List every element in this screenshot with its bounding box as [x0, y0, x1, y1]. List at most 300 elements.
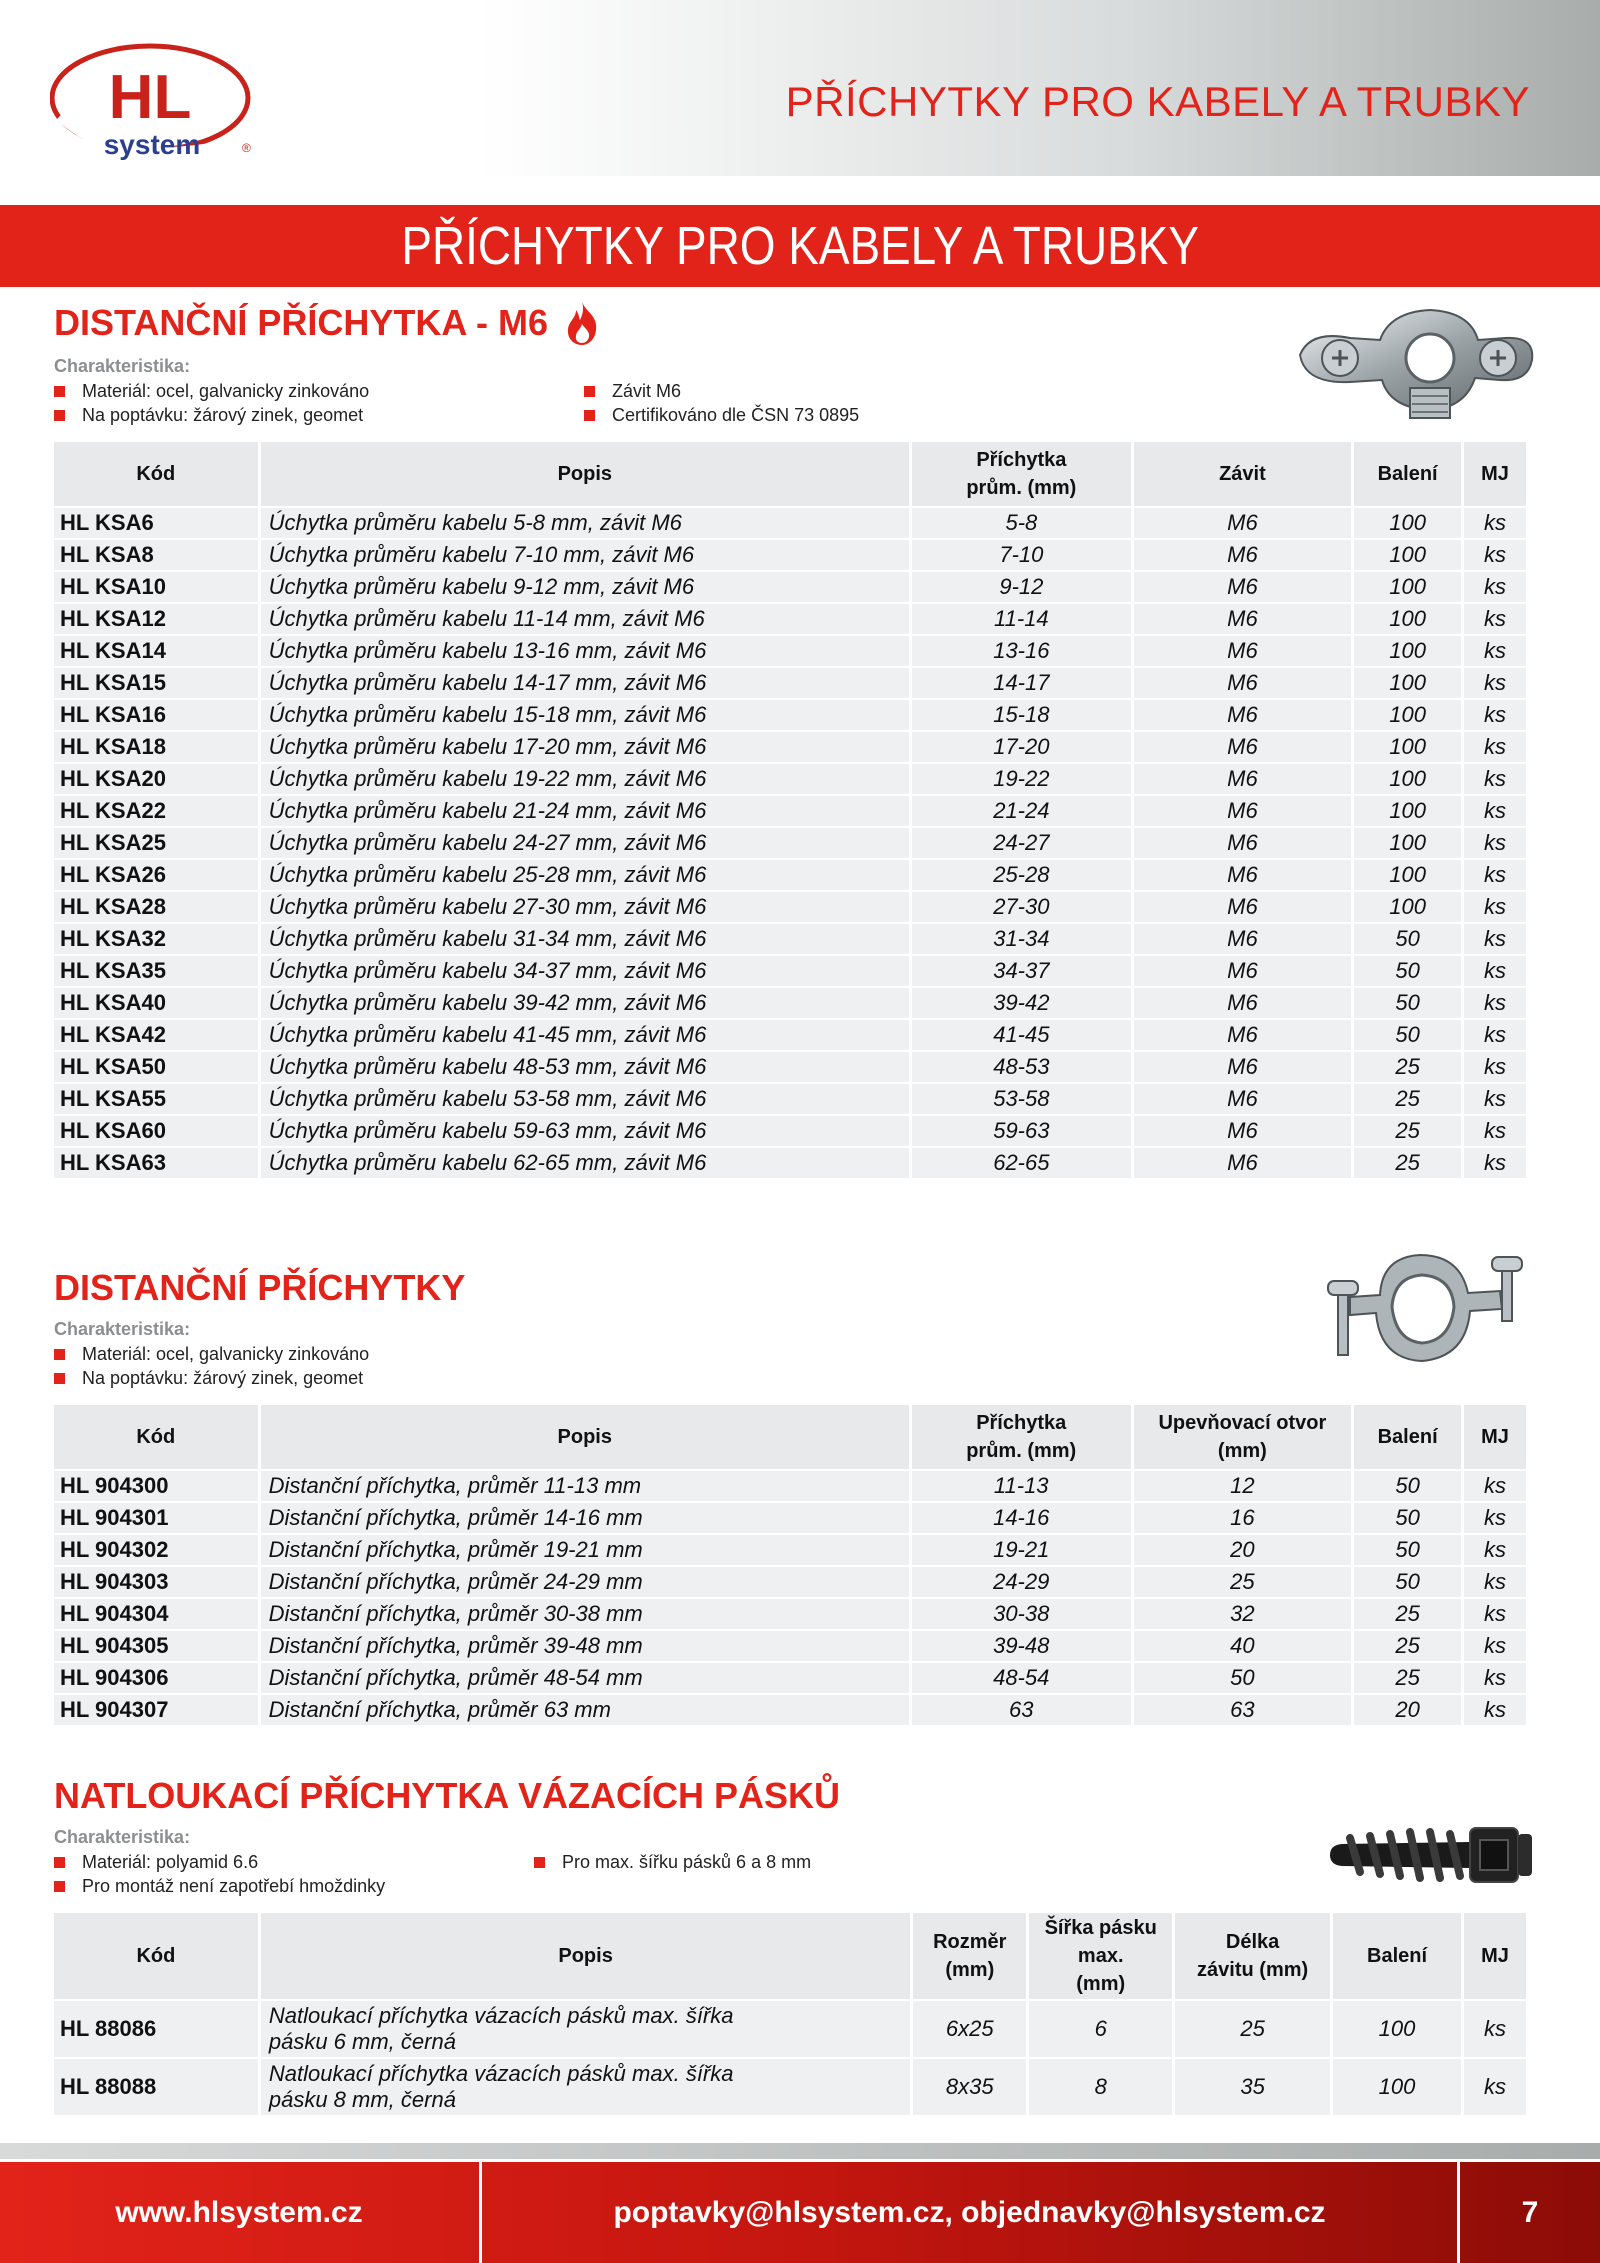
cell-description: Úchytka průměru kabelu 19-22 mm, závit M6: [261, 764, 909, 794]
cell-package: 100: [1354, 604, 1461, 634]
cell-mount-hole: 40: [1134, 1631, 1352, 1661]
cell-thread: M6: [1134, 956, 1352, 986]
cell-description: Úchytka průměru kabelu 5-8 mm, závit M6: [261, 508, 909, 538]
cell-description: [261, 2001, 910, 2057]
cell-description: Distanční příchytka, průměr 48-54 mm: [261, 1663, 909, 1693]
cell-package: 50: [1354, 1567, 1461, 1597]
cell-description: Úchytka průměru kabelu 31-34 mm, závit M6: [261, 924, 909, 954]
table-row: [54, 1567, 1526, 1597]
cell-package: 100: [1354, 860, 1461, 890]
cell-package: 100: [1354, 540, 1461, 570]
cell-unit: ks: [1464, 1084, 1526, 1114]
col-header-size-l1: Rozměr: [933, 1931, 1007, 1953]
cell-code: HL 904305: [54, 1631, 258, 1661]
cell-diameter: 39-48: [912, 1631, 1131, 1661]
col-header-code: Kód: [54, 1405, 258, 1469]
cell-code: HL KSA15: [54, 668, 258, 698]
cell-strap-width: 6: [1029, 2001, 1172, 2057]
col-header-diameter-l2: prům. (mm): [966, 477, 1077, 499]
footer-website-link[interactable]: www.hlsystem.cz: [115, 2196, 363, 2229]
cell-mount-hole: 32: [1134, 1599, 1352, 1629]
cell-description: Úchytka průměru kabelu 34-37 mm, závit M6: [261, 956, 909, 986]
cell-diameter: 27-30: [912, 892, 1131, 922]
col-header-size-l2: (mm): [945, 1959, 995, 1981]
section-natloukaci-prichytka: [54, 1775, 1532, 2117]
cell-code: HL 904304: [54, 1599, 258, 1629]
table-row: [54, 1471, 1526, 1501]
cell-package: 100: [1354, 828, 1461, 858]
cell-mount-hole: 12: [1134, 1471, 1352, 1501]
col-header-diameter: [912, 1405, 1131, 1469]
cell-code: HL KSA14: [54, 636, 258, 666]
col-header-code: Kód: [54, 1913, 258, 1999]
cell-unit: ks: [1464, 828, 1526, 858]
col-header-strap-width: [1029, 1913, 1172, 1999]
table-row: [54, 924, 1526, 954]
cell-description: Úchytka průměru kabelu 53-58 mm, závit M6: [261, 1084, 909, 1114]
cell-diameter: 48-54: [912, 1663, 1131, 1693]
cell-code: HL KSA35: [54, 956, 258, 986]
cell-description: Úchytka průměru kabelu 11-14 mm, závit M6: [261, 604, 909, 634]
cell-thread: M6: [1134, 988, 1352, 1018]
cell-code: HL 904306: [54, 1663, 258, 1693]
col-header-size: [913, 1913, 1026, 1999]
table-row: [54, 2059, 1526, 2115]
cell-diameter: 24-27: [912, 828, 1131, 858]
cell-unit: ks: [1464, 572, 1526, 602]
col-header-thread-length-l2: závitu (mm): [1197, 1959, 1309, 1981]
cell-description: Úchytka průměru kabelu 48-53 mm, závit M6: [261, 1052, 909, 1082]
cell-unit: ks: [1464, 668, 1526, 698]
table-row: [54, 860, 1526, 890]
cell-description: Úchytka průměru kabelu 62-65 mm, závit M6: [261, 1148, 909, 1178]
col-header-description: Popis: [261, 1913, 910, 1999]
cell-size: 8x35: [913, 2059, 1026, 2115]
cell-unit: ks: [1464, 1663, 1526, 1693]
cell-unit: ks: [1464, 796, 1526, 826]
cell-package: 50: [1354, 988, 1461, 1018]
cell-mount-hole: 16: [1134, 1503, 1352, 1533]
cell-code: HL 904303: [54, 1567, 258, 1597]
cell-description-line: pásku 6 mm, černá: [268, 2029, 456, 2054]
bullet-item: Materiál: ocel, galvanicky zinkováno: [54, 381, 584, 402]
cell-package: 25: [1354, 1084, 1461, 1114]
page-footer: [0, 2162, 1600, 2263]
col-header-thread-length-l1: Délka: [1225, 1931, 1280, 1953]
cell-diameter: 9-12: [912, 572, 1131, 602]
col-header-mount-hole-l1: Upevňovací otvor: [1158, 1412, 1327, 1434]
cell-code: HL 904307: [54, 1695, 258, 1725]
table-row: [54, 668, 1526, 698]
page-number: 7: [1521, 2196, 1539, 2229]
table-row: [54, 636, 1526, 666]
cell-thread: M6: [1134, 636, 1352, 666]
col-header-package: Balení: [1333, 1913, 1461, 1999]
cell-diameter: 14-16: [912, 1503, 1131, 1533]
bullet-item: Na poptávku: žárový zinek, geomet: [54, 1368, 654, 1389]
cell-diameter: 11-13: [912, 1471, 1131, 1501]
cell-thread: M6: [1134, 764, 1352, 794]
table-row: [54, 1148, 1526, 1178]
bullet-item: Pro montáž není zapotřebí hmoždinky: [54, 1876, 534, 1897]
cell-package: 100: [1354, 668, 1461, 698]
cell-diameter: 30-38: [912, 1599, 1131, 1629]
table-header-row: [54, 442, 1526, 506]
col-header-unit: MJ: [1464, 1913, 1526, 1999]
cell-diameter: 19-21: [912, 1535, 1131, 1565]
cell-thread: M6: [1134, 796, 1352, 826]
cell-package: 100: [1354, 572, 1461, 602]
cell-diameter: 13-16: [912, 636, 1131, 666]
cell-code: HL KSA40: [54, 988, 258, 1018]
product-table-ksa: [51, 440, 1529, 1180]
logo-registered-mark: ®: [242, 141, 251, 155]
table-row: [54, 956, 1526, 986]
cell-unit: ks: [1464, 1471, 1526, 1501]
cell-unit: ks: [1464, 540, 1526, 570]
table-row: [54, 1503, 1526, 1533]
col-header-unit: MJ: [1464, 442, 1526, 506]
bullet-item: Závit M6: [584, 381, 984, 402]
cell-package: 25: [1354, 1631, 1461, 1661]
table-header-row: [54, 1913, 1526, 1999]
cell-code: HL KSA20: [54, 764, 258, 794]
cell-description-line: Natloukací příchytka vázacích pásků max. šířka: [268, 2061, 734, 2086]
col-header-description: Popis: [261, 442, 909, 506]
cell-diameter: 21-24: [912, 796, 1131, 826]
table-row: [54, 764, 1526, 794]
cell-diameter: 17-20: [912, 732, 1131, 762]
table-row: [54, 540, 1526, 570]
cell-description: Úchytka průměru kabelu 17-20 mm, závit M6: [261, 732, 909, 762]
cell-unit: ks: [1464, 2001, 1526, 2057]
cell-code: HL KSA12: [54, 604, 258, 634]
bullet-item: Certifikováno dle ČSN 73 0895: [584, 405, 984, 426]
col-header-diameter-l1: Příchytka: [976, 1412, 1067, 1434]
table-row: [54, 796, 1526, 826]
table-row: [54, 988, 1526, 1018]
cell-description: [261, 2059, 910, 2115]
table-row: [54, 700, 1526, 730]
cell-description: Úchytka průměru kabelu 21-24 mm, závit M6: [261, 796, 909, 826]
section-distancni-prichytky: [54, 1267, 1532, 1727]
cell-thread: M6: [1134, 860, 1352, 890]
cell-diameter: 25-28: [912, 860, 1131, 890]
section-distancni-prichytka-m6: [54, 300, 1532, 1180]
flame-icon: [564, 300, 600, 346]
cell-package: 50: [1354, 924, 1461, 954]
cell-unit: ks: [1464, 1148, 1526, 1178]
table-row: [54, 1695, 1526, 1725]
cell-diameter: 5-8: [912, 508, 1131, 538]
cell-description: Úchytka průměru kabelu 13-16 mm, závit M6: [261, 636, 909, 666]
col-header-thread-length: [1175, 1913, 1330, 1999]
cell-code: HL 904300: [54, 1471, 258, 1501]
cell-diameter: 59-63: [912, 1116, 1131, 1146]
cell-unit: ks: [1464, 924, 1526, 954]
cell-description: Úchytka průměru kabelu 14-17 mm, závit M6: [261, 668, 909, 698]
cell-thread: M6: [1134, 1020, 1352, 1050]
logo-main-text: HL: [108, 63, 192, 132]
cell-unit: ks: [1464, 636, 1526, 666]
table-row: [54, 572, 1526, 602]
cell-package: 50: [1354, 1503, 1461, 1533]
col-header-code: Kód: [54, 442, 258, 506]
cell-diameter: 7-10: [912, 540, 1131, 570]
cell-unit: ks: [1464, 700, 1526, 730]
table-row: [54, 1084, 1526, 1114]
cell-package: 50: [1354, 956, 1461, 986]
cell-mount-hole: 63: [1134, 1695, 1352, 1725]
cell-code: HL KSA32: [54, 924, 258, 954]
cell-diameter: 34-37: [912, 956, 1131, 986]
header-title: PŘÍCHYTKY PRO KABELY A TRUBKY: [785, 78, 1530, 125]
table-row: [54, 508, 1526, 538]
cell-thread: M6: [1134, 1052, 1352, 1082]
section-title-text: NATLOUKACÍ PŘÍCHYTKA VÁZACÍCH PÁSKŮ: [54, 1775, 840, 1816]
cell-description: Distanční příchytka, průměr 11-13 mm: [261, 1471, 909, 1501]
product-table-88: [51, 1911, 1529, 2117]
cell-package: 50: [1354, 1471, 1461, 1501]
cell-package: 100: [1354, 892, 1461, 922]
banner: [0, 205, 1600, 287]
table-header-row: [54, 1405, 1526, 1469]
cell-code: HL KSA8: [54, 540, 258, 570]
cell-description: Úchytka průměru kabelu 15-18 mm, závit M6: [261, 700, 909, 730]
cell-unit: ks: [1464, 604, 1526, 634]
cell-code: HL 88088: [54, 2059, 258, 2115]
table-row: [54, 2001, 1526, 2057]
cell-thread: M6: [1134, 572, 1352, 602]
cell-diameter: 63: [912, 1695, 1131, 1725]
cell-code: HL KSA10: [54, 572, 258, 602]
cell-code: HL KSA26: [54, 860, 258, 890]
cell-thread: M6: [1134, 1148, 1352, 1178]
section-title-text: DISTANČNÍ PŘÍCHYTKY: [54, 1267, 466, 1308]
cell-thread: M6: [1134, 1116, 1352, 1146]
table-row: [54, 732, 1526, 762]
col-header-diameter: [912, 442, 1131, 506]
cell-thread: M6: [1134, 892, 1352, 922]
hl-system-logo: [50, 36, 260, 166]
spacer-clamp-image: [1310, 1237, 1540, 1377]
cell-diameter: 14-17: [912, 668, 1131, 698]
cell-diameter: 62-65: [912, 1148, 1131, 1178]
product-table-904: [51, 1403, 1529, 1727]
cell-package: 100: [1354, 764, 1461, 794]
cell-diameter: 11-14: [912, 604, 1131, 634]
cell-unit: ks: [1464, 1631, 1526, 1661]
cell-description: Úchytka průměru kabelu 41-45 mm, závit M6: [261, 1020, 909, 1050]
table-row: [54, 1116, 1526, 1146]
table-row: [54, 892, 1526, 922]
cell-description-line: Natloukací příchytka vázacích pásků max. šířka: [268, 2003, 734, 2028]
cell-diameter: 31-34: [912, 924, 1131, 954]
col-header-package: Balení: [1354, 442, 1461, 506]
table-body: [54, 2001, 1526, 2115]
cell-thread: M6: [1134, 604, 1352, 634]
hammer-in-tie-mount-image: [1320, 1820, 1540, 1890]
cell-description: Úchytka průměru kabelu 7-10 mm, závit M6: [261, 540, 909, 570]
cell-package: 25: [1354, 1052, 1461, 1082]
section-title: [54, 1775, 1532, 1817]
cell-unit: ks: [1464, 1599, 1526, 1629]
bullet-item: Na poptávku: žárový zinek, geomet: [54, 405, 584, 426]
cell-package: 25: [1354, 1599, 1461, 1629]
cell-diameter: 24-29: [912, 1567, 1131, 1597]
cell-code: HL KSA6: [54, 508, 258, 538]
ksa-clamp-image: [1290, 300, 1540, 430]
cell-thread: M6: [1134, 668, 1352, 698]
table-row: [54, 1020, 1526, 1050]
col-header-diameter-l1: Příchytka: [976, 449, 1067, 471]
cell-description: Distanční příchytka, průměr 63 mm: [261, 1695, 909, 1725]
table-row: [54, 1052, 1526, 1082]
cell-package: 25: [1354, 1116, 1461, 1146]
cell-unit: ks: [1464, 892, 1526, 922]
cell-package: 100: [1354, 508, 1461, 538]
cell-description: Úchytka průměru kabelu 24-27 mm, závit M6: [261, 828, 909, 858]
cell-package: 100: [1354, 700, 1461, 730]
cell-unit: ks: [1464, 956, 1526, 986]
cell-code: HL KSA28: [54, 892, 258, 922]
cell-unit: ks: [1464, 1535, 1526, 1565]
col-header-strap-width-l2: (mm): [1076, 1973, 1126, 1995]
cell-description: Distanční příchytka, průměr 19-21 mm: [261, 1535, 909, 1565]
cell-package: 25: [1354, 1663, 1461, 1693]
banner-title: PŘÍCHYTKY PRO KABELY A TRUBKY: [401, 216, 1199, 276]
cell-unit: ks: [1464, 988, 1526, 1018]
table-row: [54, 1631, 1526, 1661]
cell-thread: M6: [1134, 924, 1352, 954]
cell-code: HL KSA42: [54, 1020, 258, 1050]
cell-package: 100: [1333, 2059, 1461, 2115]
characteristics-label: Charakteristika:: [54, 1319, 191, 1339]
cell-description: Distanční příchytka, průměr 39-48 mm: [261, 1631, 909, 1661]
characteristics-label: Charakteristika:: [54, 356, 191, 376]
cell-package: 100: [1354, 796, 1461, 826]
table-row: [54, 828, 1526, 858]
cell-unit: ks: [1464, 1020, 1526, 1050]
cell-code: HL KSA60: [54, 1116, 258, 1146]
characteristics-list: [54, 1852, 1532, 1897]
col-header-package: Balení: [1354, 1405, 1461, 1469]
cell-package: 100: [1333, 2001, 1461, 2057]
cell-code: HL KSA63: [54, 1148, 258, 1178]
cell-unit: ks: [1464, 508, 1526, 538]
cell-code: HL KSA22: [54, 796, 258, 826]
bullet-item: Materiál: ocel, galvanicky zinkováno: [54, 1344, 654, 1365]
cell-description: Distanční příchytka, průměr 30-38 mm: [261, 1599, 909, 1629]
cell-code: HL 904302: [54, 1535, 258, 1565]
cell-code: HL 88086: [54, 2001, 258, 2057]
section-title-text: DISTANČNÍ PŘÍCHYTKA - M6: [54, 302, 548, 343]
cell-description: Distanční příchytka, průměr 24-29 mm: [261, 1567, 909, 1597]
cell-code: HL KSA25: [54, 828, 258, 858]
cell-strap-width: 8: [1029, 2059, 1172, 2115]
footer-divider: [0, 2143, 1600, 2159]
cell-code: HL KSA50: [54, 1052, 258, 1082]
cell-unit: ks: [1464, 764, 1526, 794]
col-header-strap-width-l1: Šířka pásku max.: [1044, 1917, 1157, 1967]
cell-diameter: 41-45: [912, 1020, 1131, 1050]
cell-diameter: 53-58: [912, 1084, 1131, 1114]
cell-thread: M6: [1134, 732, 1352, 762]
cell-code: HL 904301: [54, 1503, 258, 1533]
table-row: [54, 1535, 1526, 1565]
footer-email-link[interactable]: poptavky@hlsystem.cz, objednavky@hlsystem.cz: [613, 2196, 1326, 2229]
cell-unit: ks: [1464, 1503, 1526, 1533]
cell-unit: ks: [1464, 1052, 1526, 1082]
cell-diameter: 19-22: [912, 764, 1131, 794]
cell-description: Úchytka průměru kabelu 9-12 mm, závit M6: [261, 572, 909, 602]
cell-diameter: 48-53: [912, 1052, 1131, 1082]
cell-unit: ks: [1464, 860, 1526, 890]
cell-code: HL KSA18: [54, 732, 258, 762]
cell-diameter: 15-18: [912, 700, 1131, 730]
cell-package: 100: [1354, 732, 1461, 762]
cell-thread: M6: [1134, 828, 1352, 858]
cell-size: 6x25: [913, 2001, 1026, 2057]
col-header-thread: Závit: [1134, 442, 1352, 506]
cell-diameter: 39-42: [912, 988, 1131, 1018]
cell-code: HL KSA55: [54, 1084, 258, 1114]
table-body: [54, 1471, 1526, 1725]
cell-thread-length: 25: [1175, 2001, 1330, 2057]
logo-sub-text: system: [103, 129, 201, 160]
cell-unit: ks: [1464, 732, 1526, 762]
col-header-unit: MJ: [1464, 1405, 1526, 1469]
table-body: [54, 508, 1526, 1178]
cell-mount-hole: 20: [1134, 1535, 1352, 1565]
cell-unit: ks: [1464, 2059, 1526, 2115]
table-row: [54, 1663, 1526, 1693]
cell-package: 25: [1354, 1148, 1461, 1178]
cell-description-line: pásku 8 mm, černá: [268, 2087, 456, 2112]
col-header-mount-hole: [1134, 1405, 1352, 1469]
col-header-description: Popis: [261, 1405, 909, 1469]
cell-unit: ks: [1464, 1695, 1526, 1725]
cell-package: 50: [1354, 1020, 1461, 1050]
cell-package: 20: [1354, 1695, 1461, 1725]
cell-thread: M6: [1134, 1084, 1352, 1114]
cell-code: HL KSA16: [54, 700, 258, 730]
cell-thread-length: 35: [1175, 2059, 1330, 2115]
col-header-diameter-l2: prům. (mm): [966, 1440, 1077, 1462]
cell-mount-hole: 50: [1134, 1663, 1352, 1693]
cell-description: Úchytka průměru kabelu 39-42 mm, závit M6: [261, 988, 909, 1018]
cell-unit: ks: [1464, 1567, 1526, 1597]
cell-package: 50: [1354, 1535, 1461, 1565]
cell-thread: M6: [1134, 700, 1352, 730]
col-header-mount-hole-l2: (mm): [1217, 1440, 1267, 1462]
table-row: [54, 604, 1526, 634]
cell-description: Úchytka průměru kabelu 25-28 mm, závit M6: [261, 860, 909, 890]
cell-description: Úchytka průměru kabelu 59-63 mm, závit M6: [261, 1116, 909, 1146]
bullet-item: Materiál: polyamid 6.6: [54, 1852, 534, 1873]
cell-thread: M6: [1134, 540, 1352, 570]
characteristics-label: Charakteristika:: [54, 1827, 191, 1847]
cell-thread: M6: [1134, 508, 1352, 538]
cell-description: Distanční příchytka, průměr 14-16 mm: [261, 1503, 909, 1533]
cell-unit: ks: [1464, 1116, 1526, 1146]
cell-mount-hole: 25: [1134, 1567, 1352, 1597]
cell-package: 100: [1354, 636, 1461, 666]
bullet-item: Pro max. šířku pásků 6 a 8 mm: [534, 1852, 934, 1873]
table-row: [54, 1599, 1526, 1629]
cell-description: Úchytka průměru kabelu 27-30 mm, závit M6: [261, 892, 909, 922]
page-header: [0, 0, 1600, 176]
